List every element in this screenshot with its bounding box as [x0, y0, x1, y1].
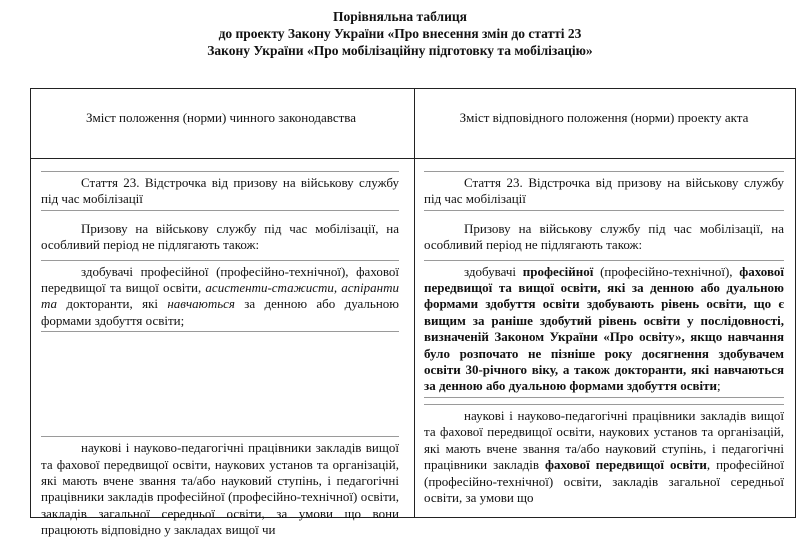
document-title	[0, 8, 800, 59]
left-article-title: Стаття 23. Відстрочка від призову на військову службу під час мобілізації	[41, 171, 399, 211]
column-divider	[414, 89, 415, 517]
right-article-title: Стаття 23. Відстрочка від призову на військову службу під час мобілізації	[424, 171, 784, 211]
title-line-1: Порівняльна таблиця	[333, 9, 467, 24]
left-teachers-paragraph: наукові і науково-педагогічні працівники закладів вищої та фахової передвищої освіти, наукових установ та організацій, які мають вчене звання та/або науковий ступінь, і педагогічні працівники закладів професійної (професійно-технічної) освіти, закладів загальної середньої освіти, за умови що вони працюють відповідно у закладах вищої чи	[41, 436, 399, 540]
right-intro: Призову на військову службу під час мобілізації, на особливий період не підлягають також:	[424, 220, 784, 253]
right-students-paragraph: здобувачі професійної (професійно-технічної), фахової передвищої та вищої освіти, які за денною або дуальною формами здобуття освіти здобувають рівень освіти, що є вищим за раніше здобутий рівень освіти у послідовності, визначеній Законом України «Про освіту», якщо навчання було розпочато не пізніше року досягнення здобувачем освіти 30-річного віку, а також докторанти, які навчаються за денною або дуальною формами здобуття освіти;	[424, 260, 784, 398]
column-draft-act	[424, 171, 784, 508]
right-teachers-paragraph: наукові і науково-педагогічні працівники закладів вищої та фахової передвищої освіти, наукових установ та організацій, які мають вчене звання та/або науковий ступінь, і педагогічні працівники закладів фахової передвищої освіти, професійної (професійно-технічної) освіти, закладів загальної середньої освіти, за умови що	[424, 404, 784, 508]
header-draft-act: Зміст відповідного положення (норми) проекту акта	[459, 110, 749, 125]
title-line-2: до проекту Закону України «Про внесення змін до статті 23	[218, 26, 582, 41]
title-line-3: Закону України «Про мобілізаційну підготовку та мобілізацію»	[207, 43, 593, 58]
left-students-paragraph: здобувачі професійної (професійно-технічної), фахової передвищої та вищої освіти, асистенти-стажисти, аспіранти та докторанти, які навчаються за денною або дуальною формами здобуття освіти;	[41, 260, 399, 333]
left-intro: Призову на військову службу під час мобілізації, на особливий період не підлягають також:	[41, 220, 399, 253]
comparison-table	[30, 88, 796, 538]
header-divider	[31, 158, 795, 159]
header-current-law: Зміст положення (норми) чинного законодавства	[85, 110, 357, 125]
column-current-law	[41, 171, 399, 541]
